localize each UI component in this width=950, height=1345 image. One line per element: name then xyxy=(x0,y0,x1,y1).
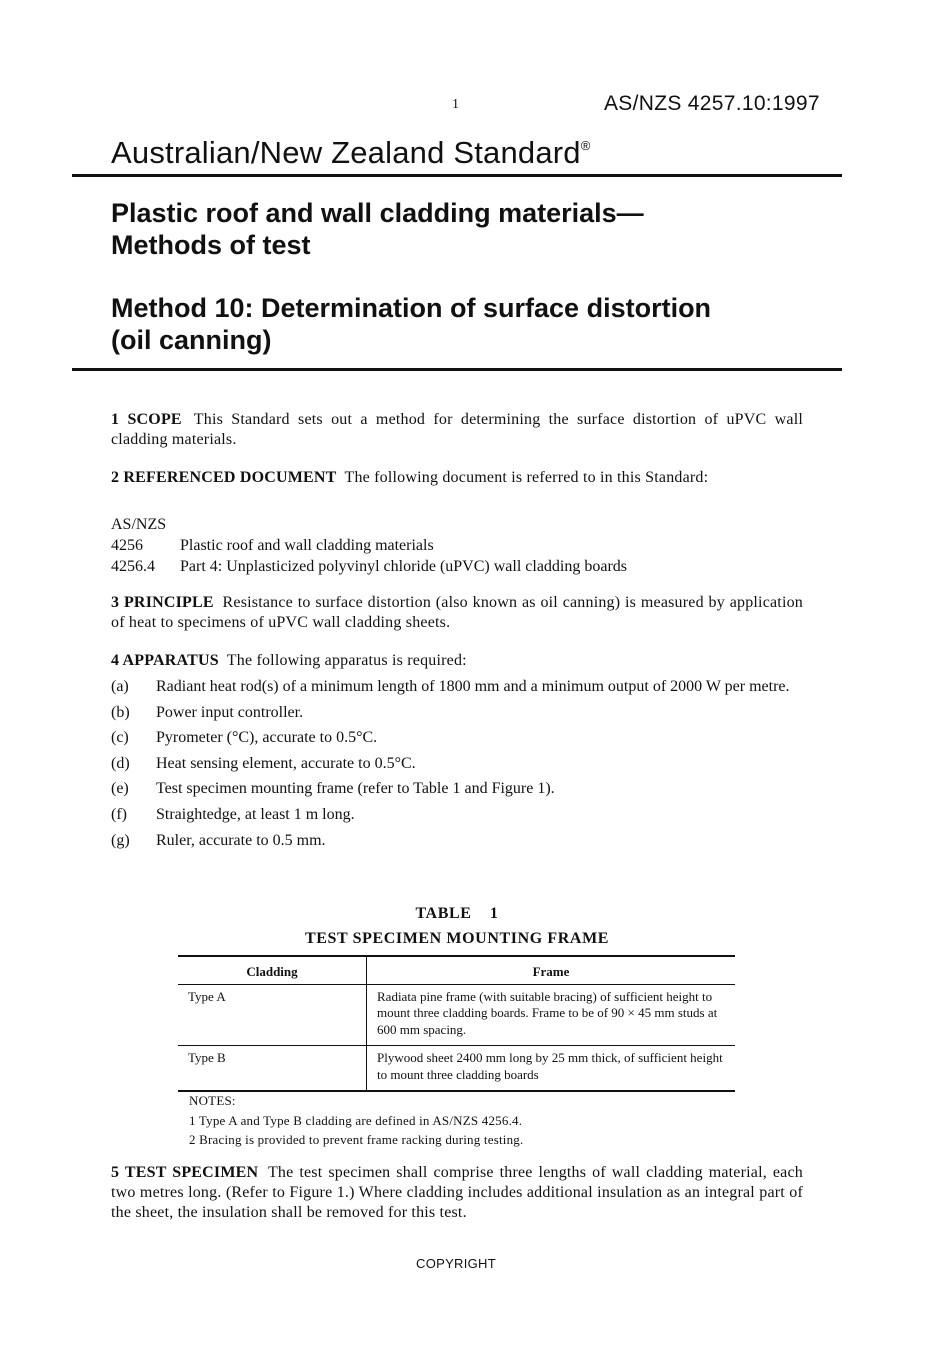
referenced-document-number: 4256 xyxy=(111,537,143,554)
table-row xyxy=(178,1046,735,1092)
table-row xyxy=(178,984,735,1046)
method-title-line-2: (oil canning) xyxy=(111,325,272,355)
section-principle-text: Resistance to surface distortion (also known as oil canning) is measured by application of heat to specimens of uPVC wall cladding sheets. xyxy=(111,594,803,631)
cell-frame: Plywood sheet 2400 mm long by 25 mm thick, of sufficient height to mount three cladding boards xyxy=(367,1046,736,1092)
apparatus-item xyxy=(111,779,803,799)
section-referenced-heading: 2 REFERENCED DOCUMENT xyxy=(111,469,337,486)
mounting-frame-table xyxy=(178,955,735,1092)
table-notes xyxy=(189,1091,523,1150)
apparatus-item-text: Power input controller. xyxy=(156,703,304,721)
table-note: 1 Type A and Type B cladding are defined in AS/NZS 4256.4. xyxy=(189,1112,523,1128)
standard-heading-text: Australian/New Zealand Standard xyxy=(111,135,581,170)
apparatus-item-label: (b) xyxy=(111,703,130,721)
table-header-row xyxy=(178,956,735,984)
notes-title: NOTES: xyxy=(189,1093,236,1108)
referenced-prefix: AS/NZS xyxy=(111,516,167,533)
section-principle-heading: 3 PRINCIPLE xyxy=(111,594,214,611)
top-rule xyxy=(72,174,842,177)
apparatus-item-text: Straightedge, at least 1 m long. xyxy=(156,805,355,823)
column-header-cladding: Cladding xyxy=(178,956,367,984)
section-specimen-text: The test specimen shall comprise three lengths of wall cladding material, each two metres long. (Refer to Figure 1.) Where cladding includes additional insulation as an integral part of the sheet, the insulation shall be removed for this test. xyxy=(111,1164,803,1221)
apparatus-item-label: (c) xyxy=(111,729,129,747)
section-referenced-text: The following document is referred to in this Standard: xyxy=(344,469,709,486)
method-title xyxy=(111,292,831,356)
copyright-footer: COPYRIGHT xyxy=(416,1256,496,1271)
page-number: 1 xyxy=(452,97,459,112)
apparatus-item xyxy=(111,703,803,723)
cell-cladding: Type A xyxy=(178,984,367,1046)
table-label: TABLE 1 xyxy=(415,905,499,922)
section-scope-text: This Standard sets out a method for determining the surface distortion of uPVC wall cladding materials. xyxy=(111,411,803,448)
table xyxy=(178,955,735,1092)
section-apparatus xyxy=(111,651,803,671)
bottom-rule xyxy=(72,368,842,371)
main-title xyxy=(111,197,831,261)
section-scope xyxy=(111,410,803,450)
referenced-document-title: Plastic roof and wall cladding materials xyxy=(180,537,434,554)
apparatus-item-text: Radiant heat rod(s) of a minimum length of 1800 mm and a minimum output of 2000 W per metre. xyxy=(156,678,790,695)
standard-number: AS/NZS 4257.10:1997 xyxy=(604,92,820,115)
referenced-document-title: Part 4: Unplasticized polyvinyl chloride (uPVC) wall cladding boards xyxy=(180,558,628,575)
section-apparatus-heading: 4 APPARATUS xyxy=(111,652,219,669)
apparatus-item xyxy=(111,805,803,825)
apparatus-item-text: Test specimen mounting frame (refer to Table 1 and Figure 1). xyxy=(156,780,555,798)
table-caption xyxy=(111,901,803,951)
referenced-documents-list xyxy=(111,514,627,577)
apparatus-item-label: (f) xyxy=(111,805,127,823)
main-title-line-1: Plastic roof and wall cladding materials— xyxy=(111,198,644,228)
apparatus-item xyxy=(111,677,803,697)
table-title: TEST SPECIMEN MOUNTING FRAME xyxy=(304,930,610,947)
column-header-frame: Frame xyxy=(367,956,736,984)
method-title-line-1: Method 10: Determination of surface distortion xyxy=(111,293,712,323)
apparatus-item-label: (g) xyxy=(111,831,130,849)
section-principle xyxy=(111,593,803,633)
section-apparatus-text: The following apparatus is required: xyxy=(226,652,467,669)
apparatus-list xyxy=(111,677,803,856)
apparatus-item-text: Heat sensing element, accurate to 0.5°C. xyxy=(156,754,416,772)
apparatus-item-text: Pyrometer (°C), accurate to 0.5°C. xyxy=(156,729,378,747)
section-scope-heading: 1 SCOPE xyxy=(111,411,182,428)
apparatus-item xyxy=(111,754,803,774)
table-note: 2 Bracing is provided to prevent frame racking during testing. xyxy=(189,1132,524,1147)
standard-heading xyxy=(111,135,591,171)
referenced-document-row xyxy=(111,556,627,577)
apparatus-item xyxy=(111,728,803,748)
main-title-line-2: Methods of test xyxy=(111,230,311,260)
apparatus-item-text: Ruler, accurate to 0.5 mm. xyxy=(156,831,326,849)
section-test-specimen xyxy=(111,1163,803,1223)
referenced-document-row xyxy=(111,535,627,556)
apparatus-item-label: (d) xyxy=(111,754,130,772)
apparatus-item-label: (a) xyxy=(111,678,129,695)
registered-mark: ® xyxy=(580,137,591,153)
section-referenced-document xyxy=(111,468,803,488)
apparatus-item xyxy=(111,831,803,851)
referenced-document-number: 4256.4 xyxy=(111,558,155,575)
apparatus-item-label: (e) xyxy=(111,780,129,798)
cell-cladding: Type B xyxy=(178,1046,367,1092)
section-specimen-heading: 5 TEST SPECIMEN xyxy=(111,1164,259,1181)
cell-frame: Radiata pine frame (with suitable bracing) of sufficient height to mount three cladding boards. Frame to be of 90 × 45 mm studs at 600 mm spacing. xyxy=(367,984,736,1046)
